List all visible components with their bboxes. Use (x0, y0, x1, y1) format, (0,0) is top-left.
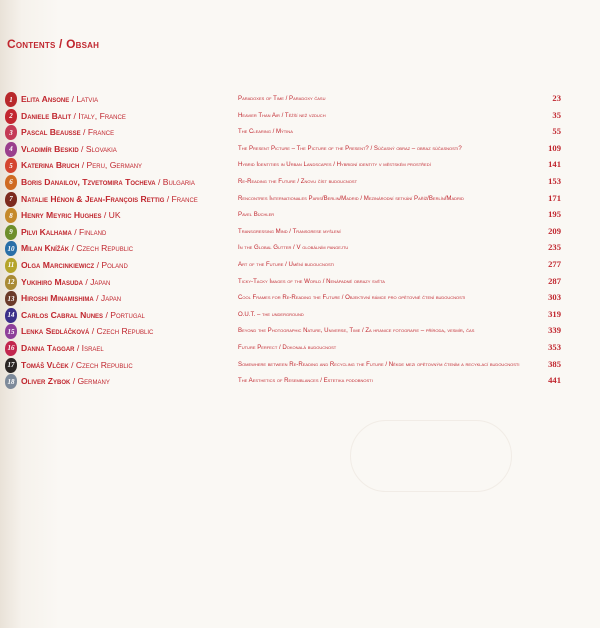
author-name: Henry Meyric Hughes (21, 210, 102, 221)
author-name: Carlos Cabral Nunes (21, 309, 104, 320)
entry-number-badge: 11 (5, 258, 17, 273)
entry-page-number: 153 (548, 175, 561, 186)
contents-entry (0, 109, 600, 126)
author-name: Katerina Bruch (21, 160, 80, 171)
contents-entry (0, 291, 600, 308)
entry-number-badge: 4 (5, 142, 17, 157)
contents-entry (0, 358, 600, 375)
entry-number-badge: 12 (5, 275, 17, 290)
author-country: / Peru, Germany (79, 160, 143, 171)
entry-title: Re-Reading the Future / Znovu číst budoucnost (238, 177, 358, 185)
entry-author (21, 326, 153, 336)
entry-number-badge: 8 (5, 208, 17, 223)
contents-entry (0, 92, 600, 109)
contents-entry (0, 241, 600, 258)
author-name: Vladimír Beskid (21, 143, 79, 154)
author-country: / UK (101, 210, 121, 221)
entry-title: Paradoxes of Time / Paradoxy času (238, 95, 326, 102)
author-country: / Slovakia (78, 143, 117, 154)
entry-title: Cool Frames for Re-Reading the Future / Objektivní rámce pro opětovné čtení budoucnosti (238, 294, 466, 302)
entry-author (21, 343, 104, 353)
entry-page-number: 287 (548, 275, 561, 286)
author-country: / Japan (93, 293, 122, 304)
author-country: / Poland (94, 259, 128, 270)
contents-entry (0, 158, 600, 175)
entry-page-number: 55 (552, 126, 561, 137)
entry-author (21, 177, 195, 187)
author-name: Natalie Hénon & Jean-François Rettig (21, 193, 165, 204)
entry-page-number: 35 (552, 109, 561, 120)
contents-list (0, 92, 600, 391)
contents-entry (0, 208, 600, 225)
author-country: / Portugal (103, 309, 145, 320)
entry-title: Rencontres Internationales Paris/Berlin/Madrid / Mezinárodní setkání Paříž/Berlín/Madrid (238, 194, 464, 202)
entry-page-number: 235 (548, 242, 561, 253)
contents-entry (0, 125, 600, 142)
entry-page-number: 339 (548, 325, 561, 336)
entry-page-number: 209 (548, 225, 561, 236)
author-country: / Finland (71, 226, 107, 237)
author-country: / Czech Republic (68, 359, 133, 370)
entry-number-badge: 7 (5, 192, 17, 207)
entry-number-badge: 2 (5, 109, 17, 124)
entry-author (21, 243, 133, 253)
entry-author (21, 376, 110, 386)
entry-page-number: 23 (552, 93, 561, 103)
entry-page-number: 141 (548, 159, 561, 170)
entry-author (21, 111, 126, 121)
entry-number-badge: 16 (5, 341, 17, 356)
entry-number-badge: 9 (5, 225, 17, 240)
entry-page-number: 195 (548, 209, 561, 220)
author-country: / Czech Republic (89, 326, 154, 337)
entry-author (21, 160, 142, 170)
entry-author (21, 360, 133, 370)
entry-title: In the Global Gutter / V globálním pangejtu (238, 244, 349, 252)
author-country: / Italy, France (71, 110, 126, 121)
author-name: Daniele Balit (21, 110, 72, 121)
entry-title: Beyond the Photographic Nature, Universe, Time / Za hranice fotografie – příroda, vesmír, čas (238, 327, 475, 335)
author-name: Boris Danailov, Tzvetomira Tocheva (21, 176, 156, 187)
entry-number-badge: 10 (5, 241, 17, 256)
author-country: / Germany (70, 376, 110, 387)
entry-author (21, 227, 106, 237)
author-country: / Latvia (69, 94, 99, 104)
entry-title: Pavel Büchler (238, 211, 275, 219)
entry-number-badge: 14 (5, 308, 17, 323)
entry-author (21, 293, 121, 303)
entry-number-badge: 5 (5, 158, 17, 173)
author-country: / Czech Republic (69, 243, 134, 254)
entry-page-number: 353 (548, 341, 561, 352)
author-name: Elita Ansone (21, 94, 70, 104)
entry-author (21, 210, 121, 220)
entry-title: Ticky-Tacky Images of the World / Nenápadné obrazy světa (238, 277, 385, 285)
entry-title: O.U.T. – the underground (238, 310, 304, 318)
entry-title: Heavier Than Air / Těžší než vzduch (238, 111, 326, 119)
contents-entry (0, 175, 600, 192)
entry-author (21, 144, 117, 154)
entry-author (21, 310, 145, 320)
entry-title: Hybrid Identities in Urban Landscapes / Hybridní identity v městském prostředí (238, 161, 431, 169)
author-name: Oliver Zybok (21, 376, 71, 387)
entry-page-number: 385 (548, 358, 561, 369)
entry-number-badge: 3 (5, 125, 17, 140)
entry-page-number: 303 (548, 292, 561, 303)
contents-entry (0, 192, 600, 209)
author-name: Danna Taggar (21, 342, 75, 353)
entry-author (21, 194, 198, 204)
contents-entry (0, 341, 600, 358)
page-title: Contents / Obsah (7, 37, 100, 51)
contents-entry (0, 225, 600, 242)
author-name: Pilvi Kalhama (21, 226, 72, 237)
author-name: Tomáš Vlček (21, 359, 69, 370)
author-country: / France (164, 193, 198, 204)
author-name: Pascal Beausse (21, 127, 81, 138)
author-country: / France (80, 127, 115, 138)
entry-author (21, 94, 98, 104)
entry-author (21, 277, 110, 287)
entry-number-badge: 17 (5, 358, 17, 373)
contents-entry (0, 258, 600, 275)
entry-title: The Clearing / Mýtina (238, 128, 293, 136)
contents-entry (0, 374, 600, 391)
entry-number-badge: 15 (5, 324, 17, 339)
entry-title: The Present Picture – The Picture of the Present? / Súčasný obraz – obraz súčasnosti? (238, 144, 462, 152)
contents-entry (0, 142, 600, 159)
author-name: Hiroshi Minamishima (21, 293, 94, 304)
contents-entry (0, 308, 600, 325)
entry-title: The Aesthetics of Resemblances / Estetika podobnosti (238, 377, 373, 385)
entry-author (21, 127, 114, 137)
entry-page-number: 319 (548, 308, 561, 319)
author-name: Milan Knížák (21, 243, 70, 254)
entry-number-badge: 6 (5, 175, 17, 190)
entry-page-number: 171 (548, 192, 561, 203)
contents-entry (0, 324, 600, 341)
entry-page-number: 109 (548, 142, 561, 153)
entry-number-badge: 18 (5, 374, 17, 389)
entry-title: Transgressing Mind / Transgrese myšlení (238, 227, 341, 235)
entry-page-number: 441 (548, 375, 561, 386)
entry-title: Somewhere between Re-Reading and Recycling the Future / Někde mezi opětovným čtením a recyklací budoucnosti (238, 360, 520, 368)
entry-title: Future Perfect / Dokonalá budoucnost (238, 343, 337, 351)
author-name: Olga Marcinkiewicz (21, 259, 95, 270)
author-name: Lenka Sedláčková (21, 326, 90, 337)
author-country: / Bulgaria (155, 176, 195, 187)
entry-title: Art of the Future / Umění budoucnosti (238, 260, 335, 268)
contents-entry (0, 275, 600, 292)
author-country: / Japan (82, 276, 111, 287)
entry-number-badge: 1 (5, 92, 17, 107)
faint-signature-mark (350, 420, 512, 492)
author-country: / Israel (74, 342, 104, 353)
author-name: Yukihiro Masuda (21, 276, 83, 287)
entry-author (21, 260, 128, 270)
entry-page-number: 277 (548, 258, 561, 269)
entry-number-badge: 13 (5, 291, 17, 306)
